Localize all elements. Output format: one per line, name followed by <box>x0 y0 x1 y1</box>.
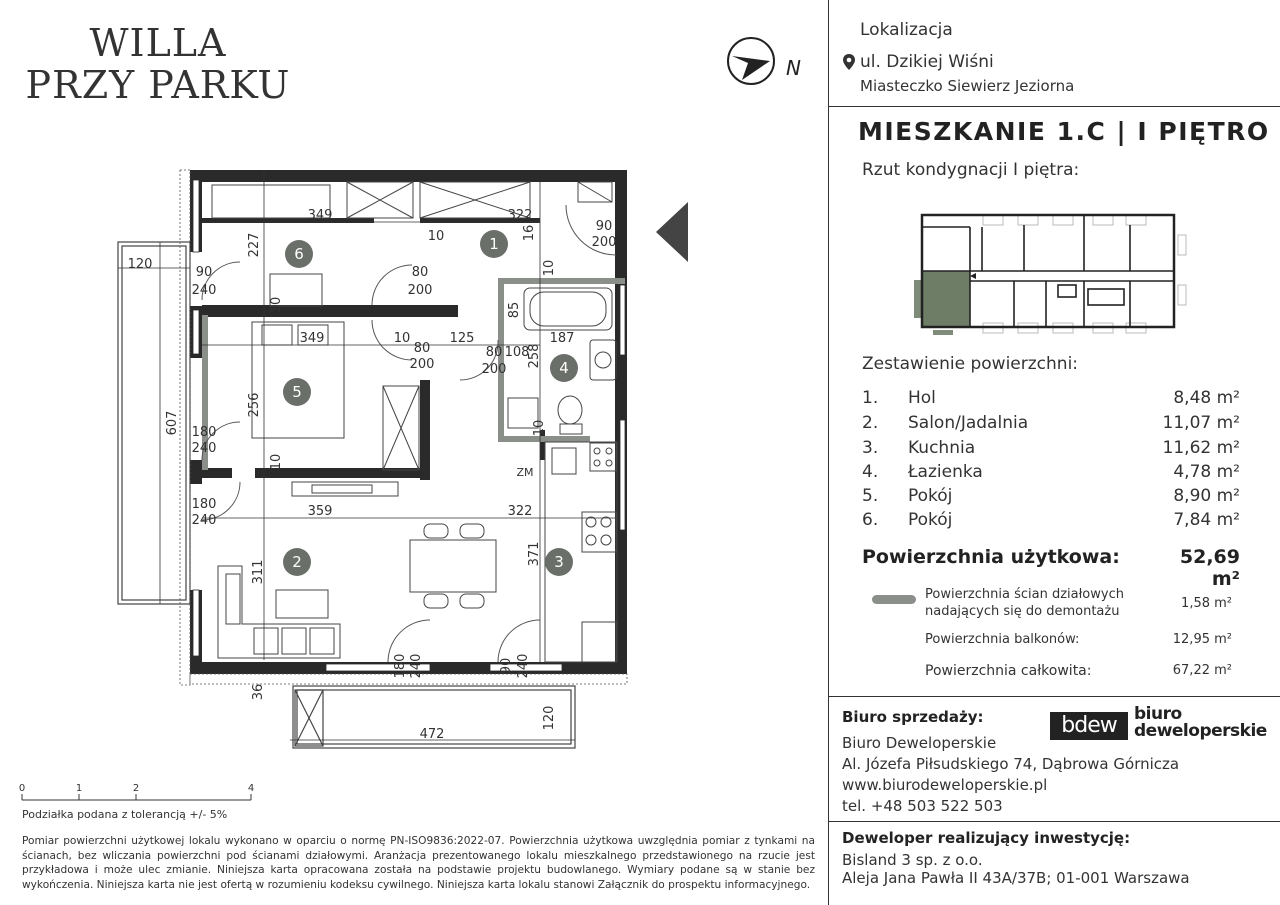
room-row <box>862 388 1240 412</box>
dimension: 472 <box>419 727 445 742</box>
scale-tick: 1 <box>75 783 83 794</box>
dimension: 10 <box>393 331 411 346</box>
logo-text <box>1134 706 1267 740</box>
usable-area-value: 52,69 m² <box>1179 546 1240 590</box>
developer-heading: Deweloper realizujący inwestycję: <box>842 829 1131 847</box>
walls-label: Powierzchnia ścian działowych nadających się do demontażu <box>925 587 1124 619</box>
floor-plan <box>110 160 640 760</box>
room-row <box>862 413 1240 437</box>
room-area: 8,48 m² <box>1173 388 1240 408</box>
dimension: 371 <box>527 541 542 567</box>
location-title: Lokalizacja <box>860 20 953 40</box>
dimension: 322 <box>507 208 533 223</box>
scale-tick: 2 <box>132 783 140 794</box>
entrance-arrow-icon <box>654 200 690 264</box>
room-row <box>862 438 1240 462</box>
location-street: ul. Dzikiej Wiśni <box>860 52 994 72</box>
room-number: 1. <box>862 388 879 408</box>
dimension: 180 <box>191 425 217 440</box>
divider <box>828 106 1280 107</box>
dimension: 85 <box>507 301 522 319</box>
north-label: N <box>786 56 801 80</box>
room-number-label: 3 <box>554 553 564 571</box>
dimension: 200 <box>481 362 507 377</box>
room-name: Pokój <box>908 510 953 530</box>
dimension: 10 <box>427 229 445 244</box>
floor-plan-label: Rzut kondygnacji I piętra: <box>862 160 1080 180</box>
location-city: Miasteczko Siewierz Jeziorna <box>860 77 1075 95</box>
zm-label: ZM <box>516 466 534 479</box>
dimension: 36 <box>251 683 266 701</box>
dimension: 125 <box>449 331 475 346</box>
room-number-label: 2 <box>292 553 302 571</box>
logo-line-2: PRZY PARKU <box>25 63 291 107</box>
logo-line-1: WILLA <box>89 21 227 65</box>
room-number: 6. <box>862 510 879 530</box>
logo-text-line: biuro <box>1134 704 1182 724</box>
developer-name: Bisland 3 sp. z o.o. <box>842 851 983 869</box>
map-pin-icon <box>842 53 856 71</box>
room-area: 4,78 m² <box>1173 462 1240 482</box>
dimension: 359 <box>307 504 333 519</box>
total-label: Powierzchnia całkowita: <box>925 663 1092 679</box>
dimension: 120 <box>127 257 153 272</box>
room-area: 8,90 m² <box>1173 486 1240 506</box>
balcony-label: Powierzchnia balkonów: <box>925 632 1080 647</box>
divider <box>828 821 1280 822</box>
room-number: 2. <box>862 413 879 433</box>
dimension: 349 <box>299 331 325 346</box>
divider <box>828 696 1280 697</box>
dimension: 80 <box>413 341 431 356</box>
sales-phone[interactable]: tel. +48 503 522 503 <box>842 797 1003 815</box>
room-number: 3. <box>862 438 879 458</box>
dimension: 90 <box>499 657 514 675</box>
dimension: 180 <box>191 497 217 512</box>
usable-area-label: Powierzchnia użytkowa: <box>862 546 1120 568</box>
room-area: 11,62 m² <box>1162 438 1240 458</box>
dimension: 80 <box>411 265 429 280</box>
dimension: 10 <box>269 453 284 471</box>
dimension: 90 <box>595 219 613 234</box>
scale-note: Podziałka podana z tolerancją +/- 5% <box>22 808 228 821</box>
dimension: 180 <box>393 653 408 679</box>
dimension: 607 <box>165 410 180 436</box>
room-row <box>862 510 1240 534</box>
room-number-label: 1 <box>489 235 499 253</box>
room-number-label: 6 <box>294 245 304 263</box>
logo-box: bdew <box>1050 712 1128 740</box>
room-row <box>862 486 1240 510</box>
company-logo <box>1050 706 1265 744</box>
dimension: 108 <box>504 345 530 360</box>
logo <box>18 22 298 106</box>
dimension: 10 <box>532 419 547 437</box>
column-divider <box>828 0 829 905</box>
room-number: 5. <box>862 486 879 506</box>
key-plan <box>908 195 1198 340</box>
room-name: Hol <box>908 388 936 408</box>
dimension: 311 <box>251 559 266 585</box>
scale-tick: 4 <box>247 783 255 794</box>
dimension: 200 <box>409 357 435 372</box>
room-number-label: 5 <box>292 383 302 401</box>
dimension: 240 <box>409 653 424 679</box>
walls-value: 1,58 m² <box>1181 596 1232 611</box>
dimension: 200 <box>407 283 433 298</box>
room-number-label: 4 <box>559 359 569 377</box>
apartment-title: MIESZKANIE 1.C | I PIĘTRO <box>858 117 1270 146</box>
room-name: Pokój <box>908 486 953 506</box>
room-row <box>862 462 1240 486</box>
sales-heading: Biuro sprzedaży: <box>842 708 984 726</box>
dimension: 227 <box>247 232 262 258</box>
room-area: 11,07 m² <box>1162 413 1240 433</box>
removable-wall-swatch <box>872 595 916 604</box>
dimension: 80 <box>485 345 503 360</box>
dimension: 240 <box>191 283 217 298</box>
scale-bar <box>18 780 268 808</box>
developer-address: Aleja Jana Pawła II 43A/37B; 01-001 Warszawa <box>842 869 1190 887</box>
disclaimer: Pomiar powierzchni użytkowej lokalu wykonano w oparciu o normę PN-ISO9836:2022-07. Powierzchnia użytkowa uwzględnia pomiar z tynkami na ścianach, bez wliczania powierzchni pod ścianami działowymi. Aranżacja prezentowanego lokalu mieszkalnego przedstawionego na rzucie jest przykładowa i może ulec zmianie. Niniejsza karta opracowana została na podstawie projektu budowlanego. Wymiary podane są w stanie bez wykończenia. Niniejsza karta nie jest ofertą w rozumieniu kodeksu cywilnego. Niniejsza karta lokalu stanowi Załącznik do prospektu informacyjnego. <box>22 835 815 891</box>
sales-website[interactable]: www.biurodeweloperskie.pl <box>842 776 1048 794</box>
dimension: 10 <box>269 296 284 314</box>
dimension: 16 <box>522 224 537 242</box>
dimension: 240 <box>516 653 531 679</box>
compass-icon <box>726 36 776 86</box>
room-name: Kuchnia <box>908 438 976 458</box>
room-name: Łazienka <box>908 462 983 482</box>
sales-name: Biuro Deweloperskie <box>842 734 997 752</box>
dimension: 240 <box>191 441 217 456</box>
dimension: 10 <box>542 259 557 277</box>
rooms-title: Zestawienie powierzchni: <box>862 354 1079 374</box>
logo-text-line: deweloperskie <box>1134 721 1267 741</box>
dimension: 322 <box>507 504 533 519</box>
room-name: Salon/Jadalnia <box>908 413 1029 433</box>
dimension: 90 <box>195 265 213 280</box>
dimension: 240 <box>191 513 217 528</box>
balcony-value: 12,95 m² <box>1172 632 1232 647</box>
sales-address: Al. Józefa Piłsudskiego 74, Dąbrowa Górnicza <box>842 755 1180 773</box>
dimension: 256 <box>247 392 262 418</box>
dimension: 120 <box>542 705 557 731</box>
dimension: 200 <box>591 235 617 250</box>
dimension: 349 <box>307 208 333 223</box>
total-value: 67,22 m² <box>1172 663 1232 678</box>
dimension: 258 <box>527 343 542 369</box>
dimension: 187 <box>549 331 575 346</box>
room-number: 4. <box>862 462 879 482</box>
scale-tick: 0 <box>18 783 26 794</box>
room-area: 7,84 m² <box>1173 510 1240 530</box>
